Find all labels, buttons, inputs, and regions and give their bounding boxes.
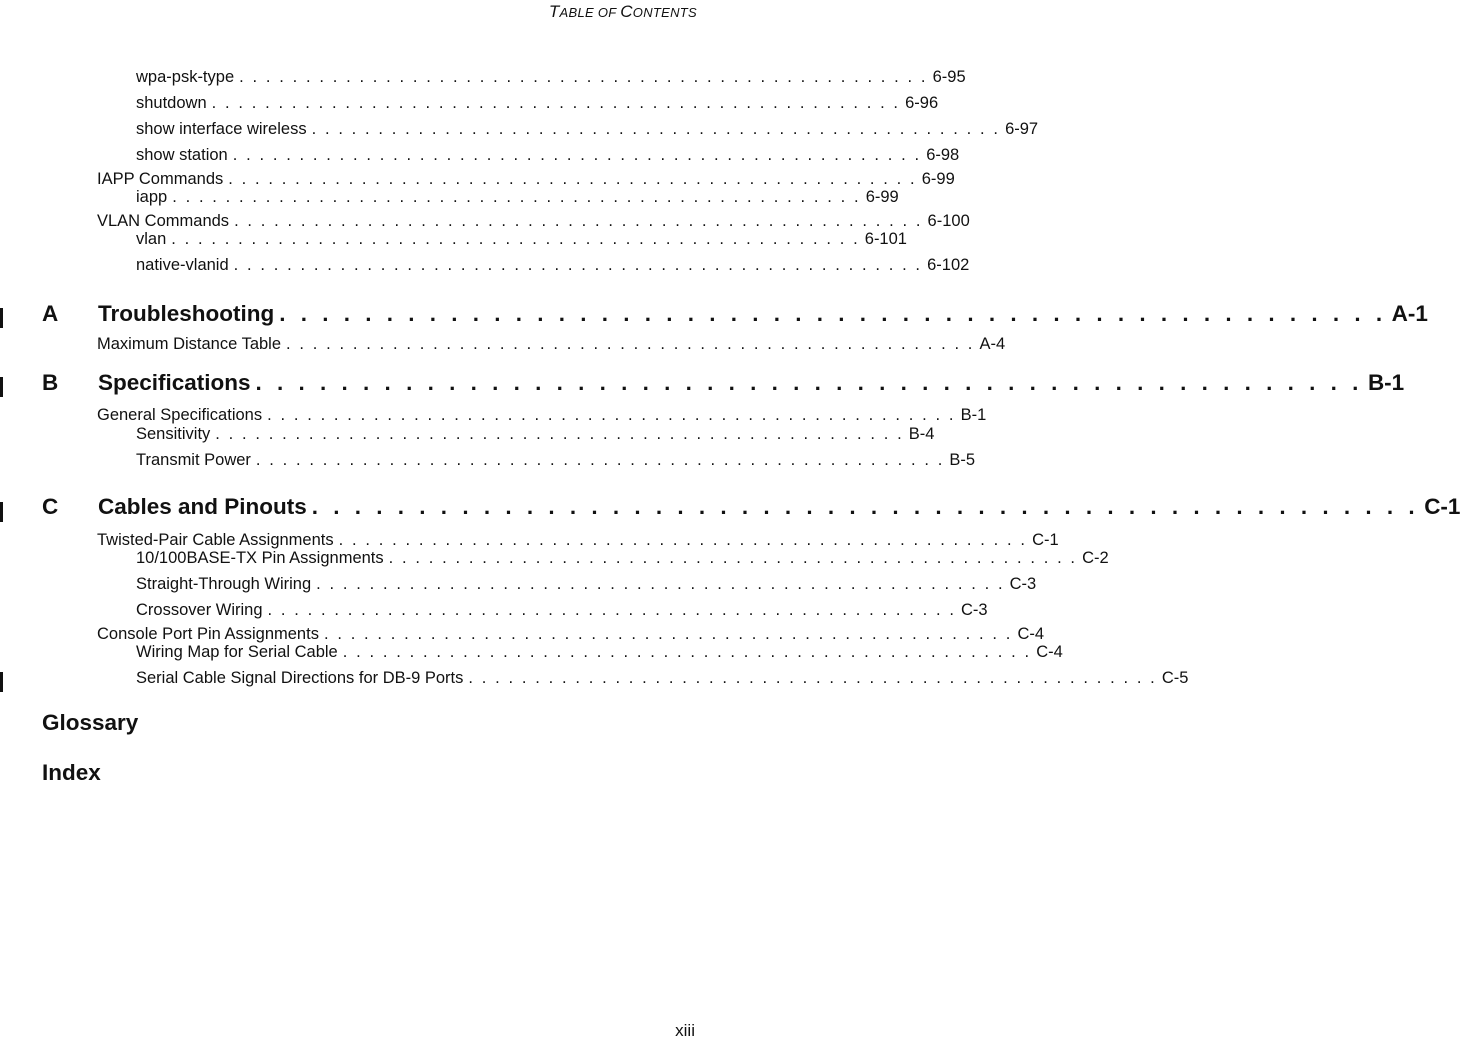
change-bar	[0, 308, 3, 328]
toc-entry[interactable]	[136, 256, 970, 276]
dot-leader: . . . . . . . . . . . . . . . . . . . . . . . . . . . . . . . . . . . . . . . . . . . . . . . . . . . .	[311, 120, 1001, 138]
dot-leader: . . . . . . . . . . . . . . . . . . . . . . . . . . . . . . . . . . . . . . . . . . . . . . . . . . . .	[323, 625, 1013, 643]
toc-entry[interactable]	[136, 146, 960, 166]
dot-leader: . . . . . . . . . . . . . . . . . . . . . . . . . . . . . . . . . . . . . . . . . . . . . . . . . . . .	[279, 301, 1387, 326]
appendix-heading-b[interactable]	[42, 370, 1405, 398]
running-head-initial-2: C	[620, 2, 633, 21]
glossary-heading[interactable]: Glossary	[42, 710, 139, 735]
dot-leader: . . . . . . . . . . . . . . . . . . . . . . . . . . . . . . . . . . . . . . . . . . . . . . . . . . . .	[255, 451, 945, 469]
entry-page: 6-96	[905, 94, 939, 112]
toc-entry[interactable]	[97, 335, 1006, 355]
entry-page: C-2	[1082, 549, 1109, 567]
entry-label: General Specifications	[97, 406, 263, 424]
dot-leader: . . . . . . . . . . . . . . . . . . . . . . . . . . . . . . . . . . . . . . . . . . . . . . . . . . . .	[342, 643, 1032, 661]
toc-entry[interactable]	[97, 531, 1059, 551]
entry-label: shutdown	[136, 94, 207, 112]
entry-page: 6-95	[932, 68, 966, 86]
entry-label: native-vlanid	[136, 256, 229, 274]
entry-page: C-5	[1161, 669, 1189, 687]
entry-label: IAPP Commands	[97, 170, 224, 188]
dot-leader: . . . . . . . . . . . . . . . . . . . . . . . . . . . . . . . . . . . . . . . . . . . . . . . . . . . .	[228, 170, 917, 188]
entry-page: 6-99	[865, 188, 899, 206]
toc-entry[interactable]	[136, 549, 1109, 569]
entry-page: 6-102	[927, 256, 970, 274]
dot-leader: . . . . . . . . . . . . . . . . . . . . . . . . . . . . . . . . . . . . . . . . . . . . . . . . . . . .	[211, 94, 901, 112]
appendix-title: Specifications	[98, 370, 251, 395]
toc-entry[interactable]	[136, 94, 939, 114]
entry-label: Twisted-Pair Cable Assignments	[97, 531, 334, 549]
appendix-page: A-1	[1391, 301, 1428, 326]
page-number: xiii	[675, 1021, 695, 1040]
change-bar	[0, 502, 3, 522]
toc-entry[interactable]	[136, 120, 1039, 140]
entry-page: 6-98	[926, 146, 960, 164]
appendix-title: Troubleshooting	[98, 301, 275, 326]
dot-leader: . . . . . . . . . . . . . . . . . . . . . . . . . . . . . . . . . . . . . . . . . . . . . . . . . . . .	[286, 335, 975, 353]
appendix-heading-a[interactable]	[42, 301, 1428, 329]
dot-leader: . . . . . . . . . . . . . . . . . . . . . . . . . . . . . . . . . . . . . . . . . . . . . . . . . . . .	[234, 212, 923, 230]
entry-page: C-3	[1009, 575, 1037, 593]
toc-entry[interactable]	[136, 230, 907, 250]
entry-page: B-5	[949, 451, 976, 469]
dot-leader: . . . . . . . . . . . . . . . . . . . . . . . . . . . . . . . . . . . . . . . . . . . . . . . . . . . .	[316, 575, 1005, 593]
entry-page: 6-100	[927, 212, 970, 230]
dot-leader: . . . . . . . . . . . . . . . . . . . . . . . . . . . . . . . . . . . . . . . . . . . . . . . . . . . .	[171, 230, 860, 248]
dot-leader: . . . . . . . . . . . . . . . . . . . . . . . . . . . . . . . . . . . . . . . . . . . . . . . . . . . .	[239, 68, 928, 86]
appendix-page: B-1	[1367, 370, 1405, 395]
toc-entry[interactable]	[136, 575, 1037, 595]
entry-page: 6-97	[1005, 120, 1039, 138]
dot-leader: . . . . . . . . . . . . . . . . . . . . . . . . . . . . . . . . . . . . . . . . . . . . . . . . . . . .	[232, 146, 922, 164]
entry-label: show interface wireless	[136, 120, 307, 138]
dot-leader: . . . . . . . . . . . . . . . . . . . . . . . . . . . . . . . . . . . . . . . . . . . . . . . . . . . .	[338, 531, 1028, 549]
dot-leader: . . . . . . . . . . . . . . . . . . . . . . . . . . . . . . . . . . . . . . . . . . . . . . . . . . . .	[233, 256, 923, 274]
toc-entry[interactable]	[136, 68, 966, 88]
entry-label: vlan	[136, 230, 167, 248]
appendix-letter: C	[42, 494, 59, 519]
appendix-title: Cables and Pinouts	[98, 494, 307, 519]
entry-label: Sensitivity	[136, 425, 211, 443]
entry-page: B-1	[960, 406, 987, 424]
dot-leader: . . . . . . . . . . . . . . . . . . . . . . . . . . . . . . . . . . . . . . . . . . . . . . . . . . . .	[468, 669, 1157, 687]
toc-entry[interactable]	[136, 451, 976, 471]
entry-label: Crossover Wiring	[136, 601, 263, 619]
toc-entry[interactable]	[97, 170, 955, 190]
toc-entry[interactable]	[136, 643, 1063, 663]
entry-label: 10/100BASE-TX Pin Assignments	[136, 549, 384, 567]
toc-entry[interactable]	[136, 669, 1189, 689]
toc-entry[interactable]	[136, 425, 935, 445]
entry-page: 6-101	[864, 230, 907, 248]
entry-label: Maximum Distance Table	[97, 335, 282, 353]
running-head-smallcaps-1: ABLE OF	[559, 5, 621, 20]
entry-label: show station	[136, 146, 228, 164]
entry-page: 6-99	[921, 170, 955, 188]
change-bar	[0, 672, 3, 692]
entry-page: A-4	[979, 335, 1006, 353]
entry-label: Straight-Through Wiring	[136, 575, 312, 593]
dot-leader: . . . . . . . . . . . . . . . . . . . . . . . . . . . . . . . . . . . . . . . . . . . . . . . . . . . .	[172, 188, 861, 206]
dot-leader: . . . . . . . . . . . . . . . . . . . . . . . . . . . . . . . . . . . . . . . . . . . . . . . . . . . .	[267, 601, 957, 619]
running-head	[549, 2, 697, 22]
appendix-heading-c[interactable]	[42, 494, 1460, 522]
index-heading[interactable]: Index	[42, 760, 101, 785]
entry-label: wpa-psk-type	[136, 68, 235, 86]
entry-page: C-4	[1036, 643, 1063, 661]
entry-page: B-4	[908, 425, 935, 443]
appendix-letter: A	[42, 301, 59, 326]
entry-label: Transmit Power	[136, 451, 251, 469]
appendix-letter: B	[42, 370, 59, 395]
entry-label: Wiring Map for Serial Cable	[136, 643, 338, 661]
running-head-initial-1: T	[548, 2, 560, 21]
entry-label: Serial Cable Signal Directions for DB-9 Ports	[136, 669, 464, 687]
toc-entry[interactable]	[136, 601, 988, 621]
toc-entry[interactable]	[97, 406, 987, 426]
entry-page: C-4	[1017, 625, 1045, 643]
entry-label: Console Port Pin Assignments	[97, 625, 319, 643]
dot-leader: . . . . . . . . . . . . . . . . . . . . . . . . . . . . . . . . . . . . . . . . . . . . . . . . . . . .	[388, 549, 1078, 567]
dot-leader: . . . . . . . . . . . . . . . . . . . . . . . . . . . . . . . . . . . . . . . . . . . . . . . . . . . .	[267, 406, 956, 424]
appendix-page: C-1	[1424, 494, 1460, 519]
entry-label: iapp	[136, 188, 168, 206]
dot-leader: . . . . . . . . . . . . . . . . . . . . . . . . . . . . . . . . . . . . . . . . . . . . . . . . . . . .	[215, 425, 904, 443]
change-bar	[0, 377, 3, 397]
running-head-smallcaps-2: ONTENTS	[632, 5, 697, 20]
toc-entry[interactable]	[97, 625, 1045, 645]
toc-entry[interactable]	[97, 212, 970, 232]
dot-leader: . . . . . . . . . . . . . . . . . . . . . . . . . . . . . . . . . . . . . . . . . . . . . . . . . . . .	[311, 494, 1420, 519]
entry-page: C-1	[1032, 531, 1059, 549]
entry-label: VLAN Commands	[97, 212, 230, 230]
dot-leader: . . . . . . . . . . . . . . . . . . . . . . . . . . . . . . . . . . . . . . . . . . . . . . . . . . . .	[255, 370, 1363, 395]
entry-page: C-3	[961, 601, 988, 619]
toc-entry[interactable]	[136, 188, 899, 208]
